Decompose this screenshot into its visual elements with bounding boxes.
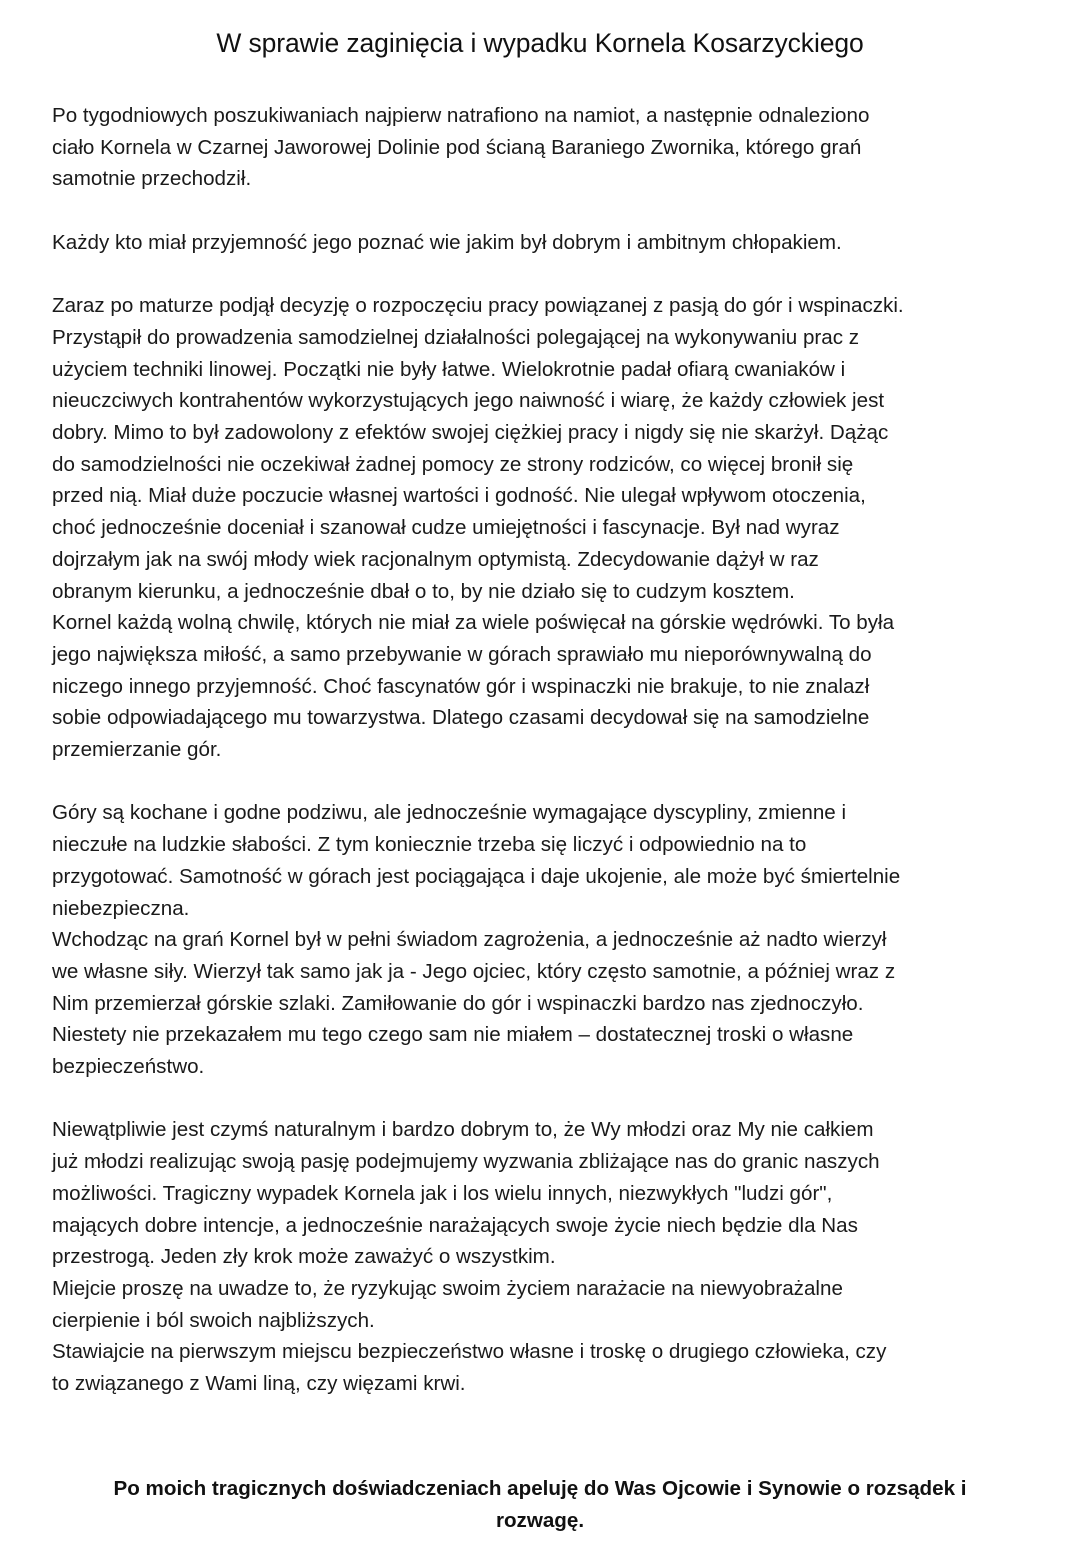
text-line: Wchodząc na grań Kornel był w pełni świadom zagrożenia, a jednocześnie aż nadto wierzył bbox=[52, 928, 887, 952]
text-line: nieczułe na ludzkie słabości. Z tym koniecznie trzeba się liczyć i odpowiednio na to bbox=[52, 833, 807, 857]
paragraph-character bbox=[52, 227, 1062, 259]
text-line: choć jednocześnie doceniał i szanował cudze umiejętności i fascynacje. Był nad wyraz bbox=[52, 516, 840, 540]
text-line: niczego innego przyjemność. Choć fascynatów gór i wspinaczki nie brakuje, to nie znalazł bbox=[52, 674, 870, 698]
paragraph-spacer bbox=[52, 766, 1062, 798]
text-line: dobry. Mimo to był zadowolony z efektów swojej ciężkiej pracy i nigdy się nie skarżył. Dążąc bbox=[52, 421, 889, 444]
text-line: przemierzanie gór. bbox=[52, 738, 222, 762]
text-line: jego największa miłość, a samo przebywanie w górach sprawiało mu nieporównywalną do bbox=[52, 642, 872, 666]
text-line: Po tygodniowych poszukiwaniach najpierw natrafiono na namiot, a następnie odnaleziono bbox=[52, 104, 870, 127]
text-line: bezpieczeństwo. bbox=[52, 1055, 205, 1079]
text-line: Kornel każdą wolną chwilę, których nie miał za wiele poświęcał na górskie wędrówki. To była bbox=[52, 611, 895, 635]
text-line: dojrzałym jak na swój młody wiek racjonalnym optymistą. Zdecydowanie dążył w raz bbox=[52, 547, 819, 571]
text-line: Nim przemierzał górskie szlaki. Zamiłowanie do gór i wspinaczki bardzo nas zjednoczyło. bbox=[52, 991, 864, 1015]
paragraph-discovery bbox=[52, 100, 1062, 195]
text-line: Zaraz po maturze podjął decyzję o rozpoczęciu pracy powiązanej z pasją do gór i wspinaczki. bbox=[52, 294, 904, 318]
text-line: przestrogą. Jeden zły krok może zaważyć o wszystkim. bbox=[52, 1245, 556, 1269]
document-title: W sprawie zaginięcia i wypadku Kornela Kosarzyckiego bbox=[216, 28, 864, 58]
text-line: niebezpieczna. bbox=[52, 896, 190, 920]
text-line: obranym kierunku, a jednocześnie dbał o to, by nie działo się to cudzym kosztem. bbox=[52, 579, 795, 603]
text-line: cierpienie i ból swoich najbliższych. bbox=[52, 1308, 375, 1332]
text-line: Niestety nie przekazałem mu tego czego sam nie miałem – dostatecznej troski o własne bbox=[52, 1023, 854, 1047]
paragraph-biography bbox=[52, 290, 1062, 766]
text-line: przed nią. Miał duże poczucie własnej wartości i godność. Nie ulegał wpływom otoczenia, bbox=[52, 484, 866, 508]
text-line: Góry są kochane i godne podziwu, ale jednocześnie wymagające dyscypliny, zmienne i bbox=[52, 801, 847, 825]
text-line: Niewątpliwie jest czymś naturalnym i bardzo dobrym to, że Wy młodzi oraz My nie całkiem bbox=[52, 1118, 874, 1142]
text-line: do samodzielności nie oczekiwał żadnej pomocy ze strony rodziców, co więcej bronił się bbox=[52, 452, 854, 476]
closing-statement bbox=[0, 1473, 1080, 1536]
text-line: przygotować. Samotność w górach jest pociągająca i daje ukojenie, ale może być śmiertelnie bbox=[52, 864, 901, 888]
text-line: możliwości. Tragiczny wypadek Kornela jak i los wielu innych, niezwykłych "ludzi gór", bbox=[52, 1181, 833, 1205]
closing-line: rozwagę. bbox=[495, 1508, 585, 1532]
text-line: już młodzi realizując swoją pasję podejmujemy wyzwania zbliżające nas do granic naszych bbox=[52, 1150, 880, 1174]
text-line: mających dobre intencje, a jednocześnie narażających swoje życie niech będzie dla Nas bbox=[52, 1213, 858, 1237]
text-line: to związanego z Wami liną, czy więzami krwi. bbox=[52, 1372, 466, 1396]
paragraph-spacer bbox=[52, 1083, 1062, 1115]
text-line: Stawiajcie na pierwszym miejscu bezpieczeństwo własne i troskę o drugiego człowieka, czy bbox=[52, 1340, 887, 1364]
paragraph-appeal bbox=[52, 1114, 1062, 1399]
text-line: ciało Kornela w Czarnej Jaworowej Dolinie pod ścianą Baraniego Zwornika, którego grań bbox=[52, 135, 862, 159]
text-line: we własne siły. Wierzył tak samo jak ja - Jego ojciec, który często samotnie, a później wraz z bbox=[52, 959, 896, 983]
paragraph-spacer bbox=[52, 195, 1062, 227]
text-line: sobie odpowiadającego mu towarzystwa. Dlatego czasami decydował się na samodzielne bbox=[52, 706, 870, 730]
text-line: nieuczciwych kontrahentów wykorzystujących jego naiwność i wiarę, że każdy człowiek jest bbox=[52, 389, 885, 413]
document-body bbox=[52, 100, 1062, 1400]
closing-line: Po moich tragicznych doświadczeniach apeluję do Was Ojcowie i Synowie o rozsądek i bbox=[113, 1477, 967, 1500]
text-line: Przystąpił do prowadzenia samodzielnej działalności polegającej na wykonywaniu prac z bbox=[52, 325, 860, 349]
text-line: Każdy kto miał przyjemność jego poznać wie jakim był dobrym i ambitnym chłopakiem. bbox=[52, 230, 842, 254]
text-line: samotnie przechodził. bbox=[52, 167, 252, 191]
text-line: użyciem techniki linowej. Początki nie były łatwe. Wielokrotnie padał ofiarą cwaniaków i bbox=[52, 357, 846, 381]
paragraph-mountains bbox=[52, 797, 1062, 1082]
text-line: Miejcie proszę na uwadze to, że ryzykując swoim życiem narażacie na niewyobrażalne bbox=[52, 1276, 843, 1300]
paragraph-spacer bbox=[52, 259, 1062, 291]
